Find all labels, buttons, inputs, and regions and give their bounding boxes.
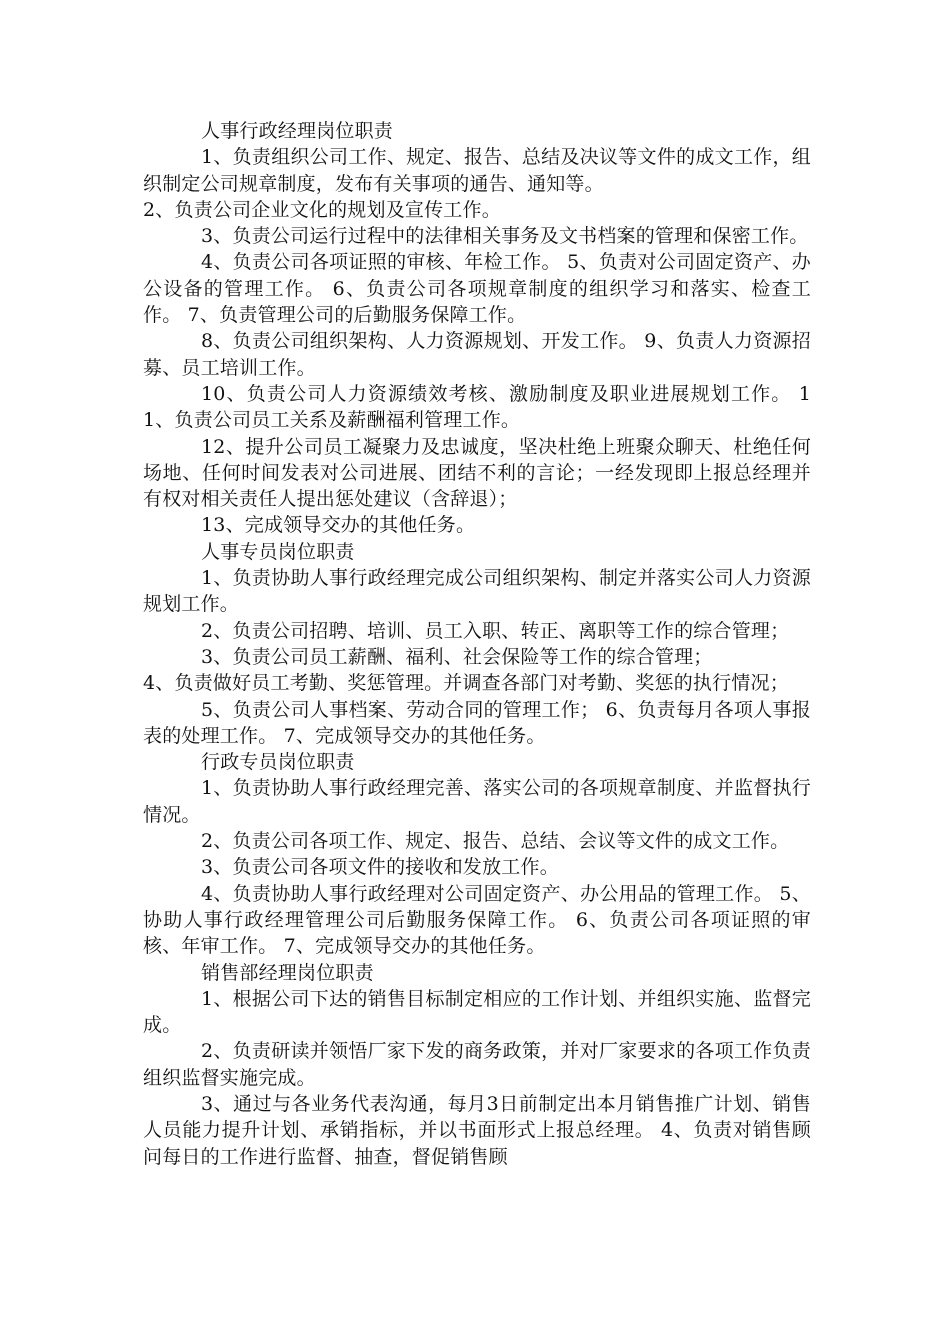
paragraph: 2、负责公司各项工作、规定、报告、总结、会议等文件的成文工作。 <box>201 830 790 853</box>
document-page <box>143 118 811 1170</box>
paragraph: 5、负责公司人事档案、劳动合同的管理工作； 6、负责每月各项人事报表的处理工作。 7、完成领导交办的其他任务。 <box>143 698 811 747</box>
paragraph: 1、负责协助人事行政经理完善、落实公司的各项规章制度、并监督执行情况。 <box>143 777 811 826</box>
paragraph: 1、根据公司下达的销售目标制定相应的工作计划、并组织实施、监督完成。 <box>143 987 811 1037</box>
heading-hr-admin-manager: 人事行政经理岗位职责 <box>201 120 394 142</box>
heading-admin-specialist: 行政专员岗位职责 <box>201 751 355 774</box>
paragraph: 4、负责协助人事行政经理对公司固定资产、办公用品的管理工作。 5、协助人事行政经理管理公司后勤服务保障工作。 6、负责公司各项证照的审核、年审工作。 7、完成领导交办的其他任务。 <box>143 882 811 958</box>
heading-sales-manager: 销售部经理岗位职责 <box>201 961 374 984</box>
paragraph: 1、负责组织公司工作、规定、报告、总结及决议等文件的成文工作，组织制定公司规章制度，发布有关事项的通告、通知等。 <box>143 146 811 195</box>
paragraph: 4、负责公司各项证照的审核、年检工作。 5、负责对公司固定资产、办公设备的管理工作。 6、负责公司各项规章制度的组织学习和落实、检查工作。 7、负责管理公司的后勤服务保障工作。 <box>143 251 811 327</box>
paragraph: 3、负责公司运行过程中的法律相关事务及文书档案的管理和保密工作。 <box>201 225 809 248</box>
paragraph: 1、负责协助人事行政经理完成公司组织架构、制定并落实公司人力资源规划工作。 <box>143 567 811 616</box>
paragraph: 8、负责公司组织架构、人力资源规划、开发工作。 9、负责人力资源招募、员工培训工作。 <box>143 330 811 379</box>
paragraph: 3、通过与各业务代表沟通，每月3日前制定出本月销售推广计划、销售人员能力提升计划、承销指标，并以书面形式上报总经理。 4、负责对销售顾问每日的工作进行监督、抽查，督促销售顾 <box>143 1092 811 1168</box>
paragraph: 3、负责公司各项文件的接收和发放工作。 <box>201 856 559 879</box>
paragraph: 4、负责做好员工考勤、奖惩管理。并调查各部门对考勤、奖惩的执行情况； <box>143 672 789 695</box>
heading-hr-specialist: 人事专员岗位职责 <box>201 540 355 563</box>
paragraph: 2、负责公司企业文化的规划及宣传工作。 <box>143 198 501 221</box>
paragraph: 10、负责公司人力资源绩效考核、激励制度及职业进展规划工作。 11、负责公司员工关系及薪酬福利管理工作。 <box>143 382 811 432</box>
paragraph: 3、负责公司员工薪酬、福利、社会保险等工作的综合管理； <box>201 645 713 668</box>
paragraph: 2、负责研读并领悟厂家下发的商务政策，并对厂家要求的各项工作负责组织监督实施完成。 <box>143 1040 811 1089</box>
paragraph: 13、完成领导交办的其他任务。 <box>201 514 476 537</box>
paragraph: 12、提升公司员工凝聚力及忠诚度，坚决杜绝上班聚众聊天、杜绝任何场地、任何时间发表对公司进展、团结不利的言论；一经发现即上报总经理并有权对相关责任人提出惩处建议（含辞退）； <box>143 435 811 511</box>
paragraph: 2、负责公司招聘、培训、员工入职、转正、离职等工作的综合管理； <box>201 619 790 642</box>
